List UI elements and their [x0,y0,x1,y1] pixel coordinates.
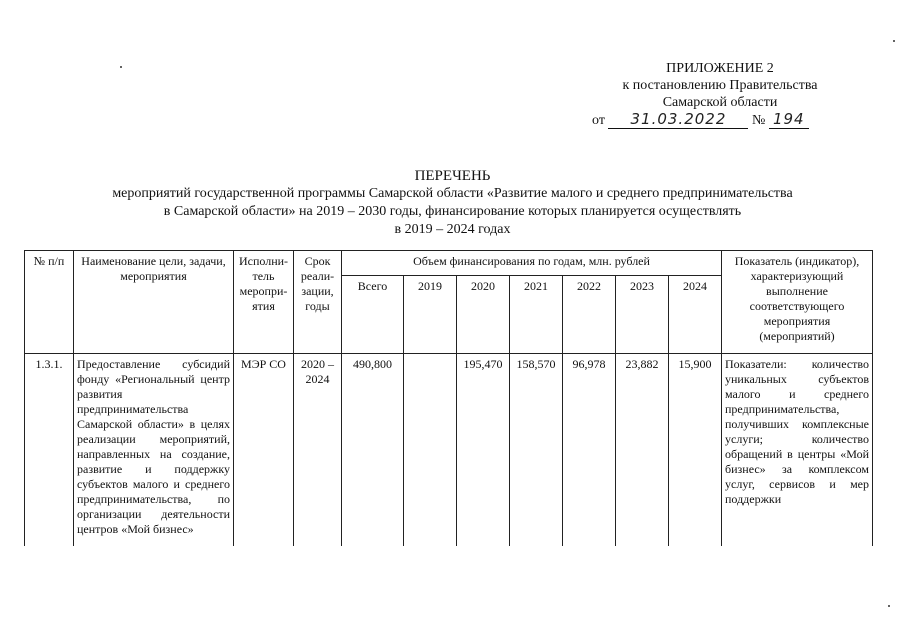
date-prefix: от [592,113,605,128]
row-2019 [404,354,457,547]
appendix-line1: к постановлению Правительства [622,78,818,93]
scan-speck [120,66,122,68]
row-2022: 96,978 [563,354,616,547]
row-total: 490,800 [342,354,404,547]
date-value: 31.03.2022 [608,111,748,129]
number-prefix: № [751,113,766,128]
row-2021: 158,570 [510,354,563,547]
header-executor: Исполни- тель меропри- ятия [234,251,294,354]
header-year-2023: 2023 [616,276,669,354]
header-year-2020: 2020 [457,276,510,354]
row-name: Предоставление субсидий фонду «Региональный центр развития предпринимательства Самарской области» в целях реализации мероприятий, направленных на создание, развитие и поддержку субъектов малого и среднего предпринимательства, по организации деятельности центров «Мой бизнес» [74,354,234,547]
appendix-title: ПРИЛОЖЕНИЕ 2 [666,61,774,76]
header-year-2019: 2019 [404,276,457,354]
header-row-1 [25,251,873,276]
header-year-2024: 2024 [669,276,722,354]
number-value: 194 [769,111,809,129]
row-term: 2020 – 2024 [294,354,342,547]
header-name: Наименование цели, задачи, мероприятия [74,251,234,354]
row-executor: МЭР СО [234,354,294,547]
header-total: Всего [342,276,404,354]
header-year-2022: 2022 [563,276,616,354]
row-indicator: Показатели: количество уникальных субъектов малого и среднего предпринимательства, получивших комплексные услуги; количество обращений в центры «Мой бизнес» за комплексом услуг, сервисов и мер поддержки [722,354,873,547]
appendix-date-line [570,111,870,129]
header-num: № п/п [25,251,74,354]
measures-table [24,250,873,546]
table-row [25,354,873,547]
row-2024: 15,900 [669,354,722,547]
document-heading [0,167,905,239]
heading-title: ПЕРЕЧЕНЬ [414,168,491,184]
appendix-block [570,60,870,129]
scan-speck [888,605,890,607]
heading-line1: мероприятий государственной программы Самарской области «Развитие малого и среднего предпринимательства [112,186,793,201]
heading-line2: в Самарской области» на 2019 – 2030 годы, финансирование которых планируется осуществлять [163,204,742,219]
header-indicator: Показатель (индикатор), характеризующий выполнение соответствующего мероприятия (мероприятий) [722,251,873,354]
header-funding: Объем финансирования по годам, млн. рублей [342,251,722,276]
row-2020: 195,470 [457,354,510,547]
row-2023: 23,882 [616,354,669,547]
heading-line3: в 2019 – 2024 годах [394,222,511,237]
scan-speck [893,40,895,42]
row-num: 1.3.1. [25,354,74,547]
header-term: Срок реали- зации, годы [294,251,342,354]
header-year-2021: 2021 [510,276,563,354]
appendix-line2: Самарской области [662,95,778,110]
